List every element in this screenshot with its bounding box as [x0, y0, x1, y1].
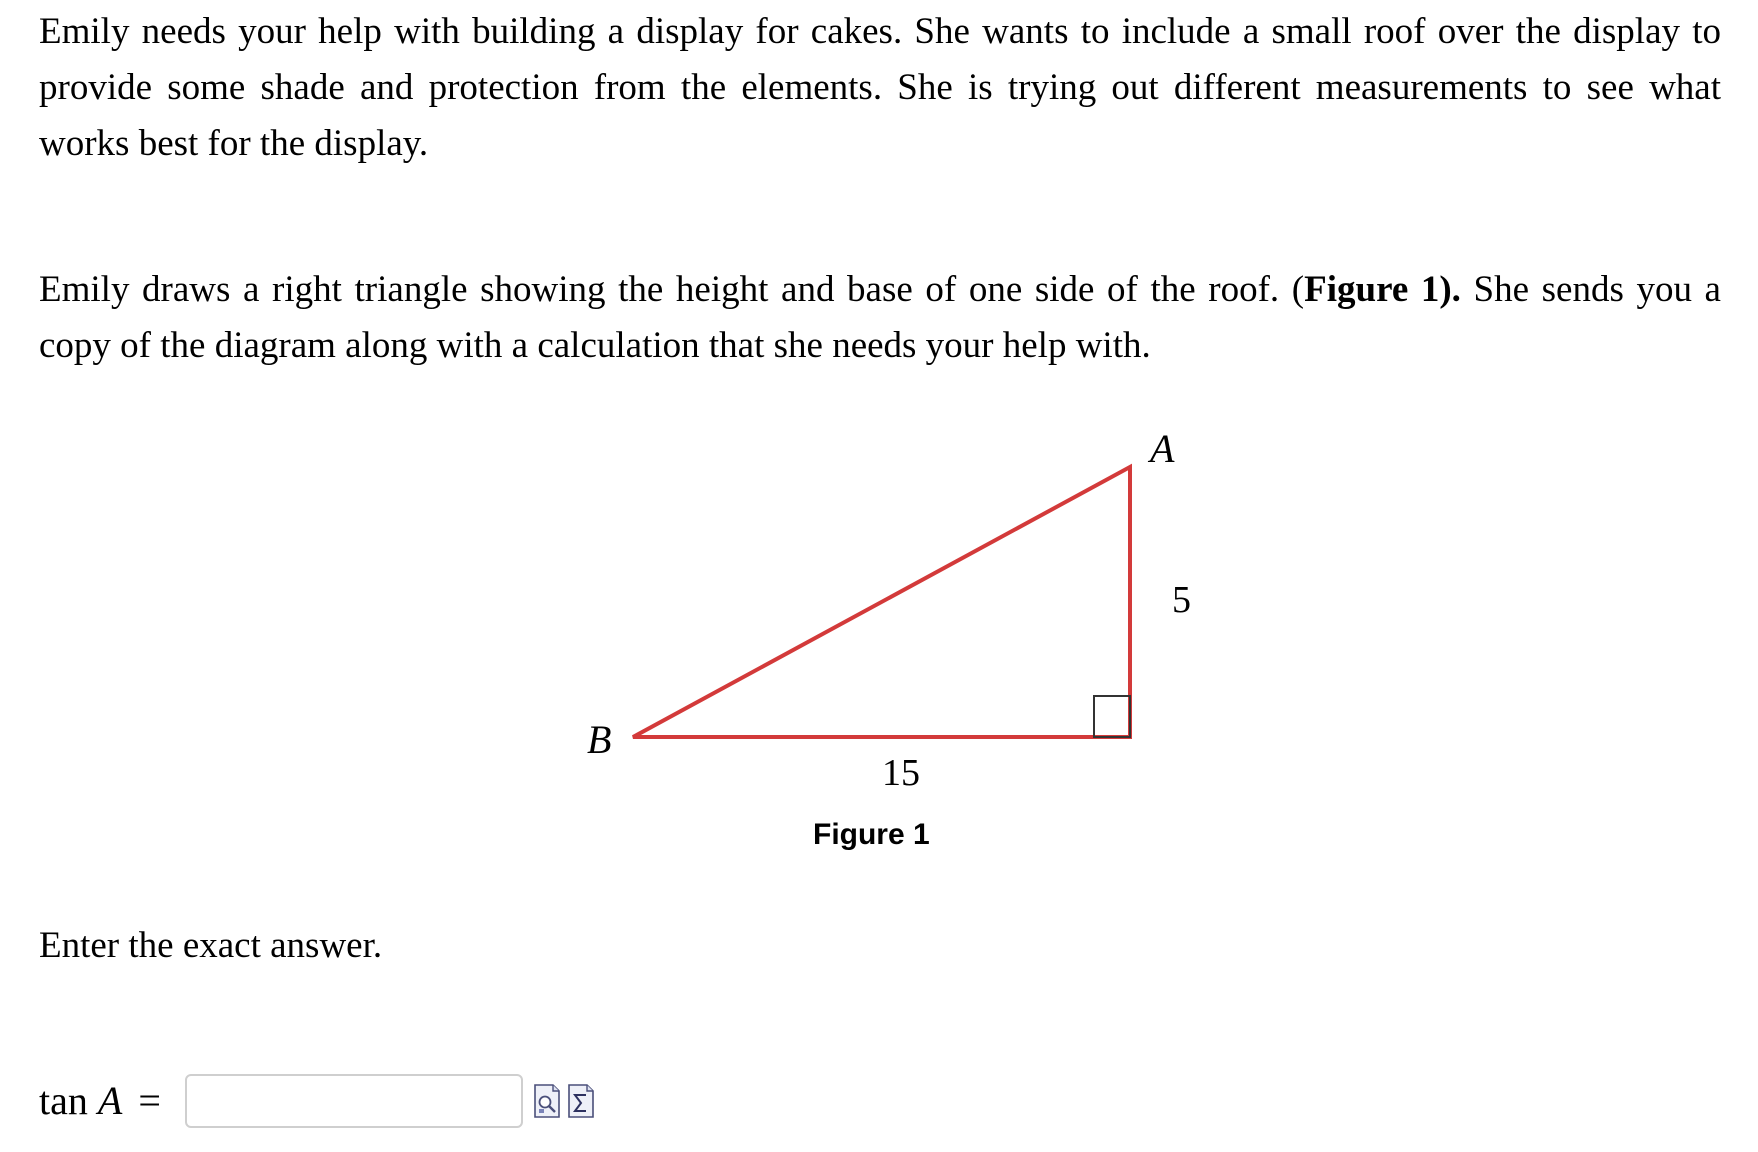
triangle-shape	[633, 467, 1130, 737]
intro-paragraph: Emily needs your help with building a display for cakes. She wants to include a small roof over the display to provide some shade and protection from the elements. She is trying out different measurements to see what works best for the display.	[39, 11, 1721, 164]
figure-description-paragraph	[39, 262, 1721, 374]
side-vertical-label: 5	[1172, 579, 1191, 621]
equation-editor-button[interactable]	[567, 1081, 595, 1121]
vertex-a-label: A	[1150, 426, 1175, 471]
side-horizontal-label: 15	[882, 752, 920, 794]
figure-caption: Figure 1	[813, 818, 930, 851]
answer-row	[39, 1070, 595, 1132]
sigma-equation-icon	[567, 1081, 595, 1121]
answer-input[interactable]	[185, 1074, 523, 1128]
right-angle-marker	[1094, 696, 1130, 737]
preview-button[interactable]	[533, 1081, 561, 1121]
answer-label-fn: tan	[39, 1078, 88, 1123]
answer-label-var: A	[97, 1078, 123, 1123]
para2-before-text: Emily draws a right triangle showing the height and base of one side of the roof. (	[39, 269, 1305, 310]
instruction-text: Enter the exact answer.	[39, 925, 383, 966]
answer-label-eq: =	[138, 1078, 161, 1123]
magnifier-preview-icon	[533, 1081, 561, 1121]
answer-label	[39, 1073, 161, 1129]
figure-reference: Figure 1).	[1304, 269, 1461, 310]
vertex-b-label: B	[587, 717, 612, 762]
para2-after-text: She sends you a copy of the diagram along with a calculation that she needs your help with.	[39, 269, 1721, 366]
